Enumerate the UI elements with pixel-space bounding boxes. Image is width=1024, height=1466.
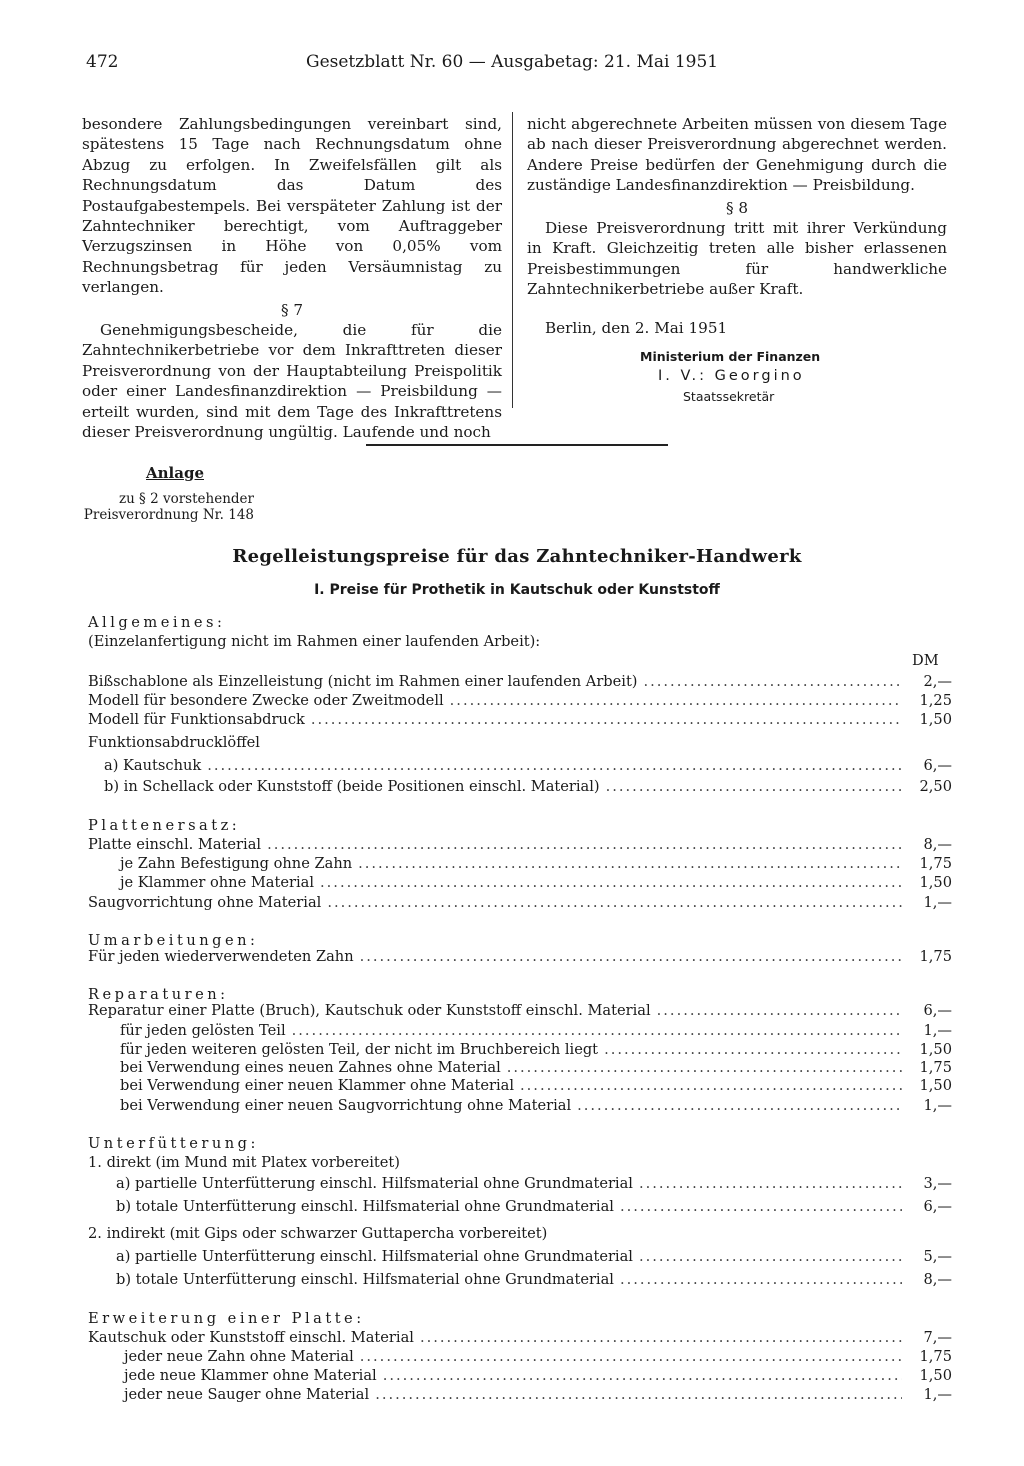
price-row	[124, 1386, 952, 1405]
signer-name: I. V.: Georgino	[658, 368, 805, 384]
annex-reference	[60, 491, 254, 523]
price-row	[120, 1077, 952, 1096]
price-label: bei Verwendung eines neuen Zahnes ohne Material	[120, 1059, 501, 1076]
section-8-heading: § 8	[725, 198, 749, 217]
price-row	[116, 1175, 952, 1194]
leader-dots	[639, 1175, 902, 1192]
leader-dots	[639, 1248, 902, 1265]
price-row	[116, 1271, 952, 1290]
price-row	[88, 673, 952, 692]
leader-dots	[644, 673, 903, 690]
price-value: 6,—	[923, 1198, 952, 1215]
price-row	[116, 1198, 952, 1217]
leader-dots	[267, 836, 902, 853]
price-label: a) partielle Unterfütterung einschl. Hilfsmaterial ohne Grundmaterial	[116, 1175, 633, 1192]
price-label: Platte einschl. Material	[88, 836, 262, 853]
price-label: je Zahn Befestigung ohne Zahn	[120, 855, 353, 872]
annex-label: Anlage	[146, 464, 204, 482]
price-value: 1,—	[923, 1022, 952, 1039]
price-value: 1,75	[919, 1348, 952, 1365]
price-value: 1,50	[919, 874, 952, 891]
heading-unterfuetterung: Unterfütterung:	[88, 1135, 259, 1152]
price-label: Modell für besondere Zwecke oder Zweitmodell	[88, 692, 444, 709]
price-label: b) totale Unterfütterung einschl. Hilfsmaterial ohne Grundmaterial	[116, 1271, 614, 1288]
leader-dots	[577, 1097, 902, 1114]
price-value: 2,50	[919, 778, 952, 795]
price-row	[88, 692, 952, 711]
heading-umarbeitungen: Umarbeitungen:	[88, 932, 259, 949]
price-value: 1,—	[923, 1386, 952, 1403]
price-value: 1,75	[919, 855, 952, 872]
price-row	[88, 948, 952, 967]
price-label: je Klammer ohne Material	[120, 874, 315, 891]
price-value: 1,50	[919, 1367, 952, 1384]
price-label: bei Verwendung einer neuen Klammer ohne Material	[120, 1077, 515, 1094]
price-value: 1,—	[923, 894, 952, 911]
heading-reparaturen: Reparaturen:	[88, 986, 229, 1003]
page-number: 472	[86, 52, 119, 72]
leader-dots	[507, 1059, 902, 1076]
ministry-name: Ministerium der Finanzen	[640, 349, 821, 364]
price-row	[104, 757, 952, 776]
price-row	[88, 894, 952, 913]
leader-dots	[450, 692, 902, 709]
leader-dots	[360, 948, 902, 965]
leader-dots	[620, 1271, 902, 1288]
price-label: für jeden gelösten Teil	[120, 1022, 286, 1039]
price-label: Für jeden wiederverwendeten Zahn	[88, 948, 354, 965]
price-row	[116, 1248, 952, 1267]
price-row	[104, 778, 952, 797]
leader-dots	[657, 1002, 902, 1019]
price-value: 1,50	[919, 711, 952, 728]
price-value: 1,75	[919, 1059, 952, 1076]
price-row	[120, 1059, 952, 1078]
leader-dots	[327, 894, 902, 911]
price-label: Bißschablone als Einzelleistung (nicht im Rahmen einer laufenden Arbeit)	[88, 673, 638, 690]
price-value: 1,75	[919, 948, 952, 965]
allgemeines-note: (Einzelanfertigung nicht im Rahmen einer laufenden Arbeit):	[88, 633, 541, 650]
price-label: a) partielle Unterfütterung einschl. Hilfsmaterial ohne Grundmaterial	[116, 1248, 633, 1265]
price-row	[88, 711, 952, 730]
price-label: a) Kautschuk	[104, 757, 202, 774]
price-label: bei Verwendung einer neuen Saugvorrichtung ohne Material	[120, 1097, 572, 1114]
price-value: 3,—	[923, 1175, 952, 1192]
annex-title: Regelleistungspreise für das Zahntechniker-Handwerk	[232, 546, 802, 567]
leader-dots	[420, 1329, 902, 1346]
leader-dots	[606, 778, 902, 795]
price-value: 2,—	[923, 673, 952, 690]
price-row	[88, 1002, 952, 1021]
price-row	[120, 1041, 952, 1060]
price-value: 1,25	[919, 692, 952, 709]
currency-label: DM	[912, 652, 939, 669]
leader-dots	[375, 1386, 902, 1403]
price-label: Saugvorrichtung ohne Material	[88, 894, 322, 911]
unterfuetterung-direct-label: 1. direkt (im Mund mit Platex vorbereitet)	[88, 1154, 400, 1171]
leader-dots	[520, 1077, 902, 1094]
leader-dots	[358, 855, 902, 872]
leader-dots	[604, 1041, 902, 1058]
leader-dots	[311, 711, 902, 728]
annex-subtitle: I. Preise für Prothetik in Kautschuk oder Kunststoff	[314, 582, 720, 598]
price-row	[88, 1329, 952, 1348]
price-row	[120, 1022, 952, 1041]
price-label: jeder neue Zahn ohne Material	[124, 1348, 354, 1365]
price-label: jede neue Klammer ohne Material	[124, 1367, 377, 1384]
column-divider	[512, 112, 513, 408]
place-date: Berlin, den 2. Mai 1951	[545, 319, 728, 337]
heading-plattenersatz: Plattenersatz:	[88, 817, 241, 834]
price-value: 8,—	[923, 836, 952, 853]
annex-ref-line1: zu § 2 vorstehender	[118, 491, 254, 507]
section-8-text: Diese Preisverordnung tritt mit ihrer Verkündung in Kraft. Gleichzeitig treten alle bisher erlassenen Preisbestimmungen für handwerkliche Zahntechnikerbetriebe außer Kraft.	[527, 219, 947, 299]
price-label: b) in Schellack oder Kunststoff (beide Positionen einschl. Material)	[104, 778, 600, 795]
price-row	[120, 1097, 952, 1116]
signer-role: Staatssekretär	[683, 389, 775, 404]
left-column	[82, 114, 502, 443]
heading-allgemeines: Allgemeines:	[88, 614, 226, 631]
price-label: Kautschuk oder Kunststoff einschl. Material	[88, 1329, 414, 1346]
price-row	[120, 855, 952, 874]
price-value: 6,—	[923, 1002, 952, 1019]
leader-dots	[383, 1367, 902, 1384]
gazette-header-title: Gesetzblatt Nr. 60 — Ausgabetag: 21. Mai 1951	[306, 52, 719, 72]
right-continuation-text: nicht abgerechnete Arbeiten müssen von diesem Tage ab nach dieser Preisverordnung abgerechnet werden. Andere Preise bedürfen der Genehmigung durch die zuständige Landesfinanzdirektion — Preisbildung.	[527, 115, 947, 195]
price-label: Modell für Funktionsabdruck	[88, 711, 305, 728]
leader-dots	[620, 1198, 902, 1215]
price-value: 7,—	[923, 1329, 952, 1346]
group-label-funktionsabdruckloeffel: Funktionsabdrucklöffel	[88, 734, 260, 751]
right-column	[527, 114, 947, 300]
leader-dots	[292, 1022, 902, 1039]
price-value: 1,50	[919, 1077, 952, 1094]
unterfuetterung-indirect-label: 2. indirekt (mit Gips oder schwarzer Guttapercha vorbereitet)	[88, 1225, 548, 1242]
price-row	[88, 836, 952, 855]
section-7-text: Genehmigungsbescheide, die für die Zahntechnikerbetriebe vor dem Inkrafttreten dieser Preisverordnung von der Hauptabteilung Preispolitik oder einer Landesfinanzdirektion — Preisbildung — erteilt wurden, sind mit dem Tage des Inkrafttretens dieser Preisverordnung ungültig. Laufende und noch	[82, 321, 502, 442]
price-value: 1,—	[923, 1097, 952, 1114]
leader-dots	[360, 1348, 902, 1365]
price-row	[124, 1367, 952, 1386]
section-7-heading: § 7	[280, 300, 304, 319]
section-divider-rule	[366, 444, 668, 446]
price-row	[120, 874, 952, 893]
price-label: b) totale Unterfütterung einschl. Hilfsmaterial ohne Grundmaterial	[116, 1198, 614, 1215]
price-label: jeder neue Sauger ohne Material	[124, 1386, 370, 1403]
left-intro-text: besondere Zahlungsbedingungen vereinbart sind, spätestens 15 Tage nach Rechnungsdatum ohne Abzug zu erfolgen. In Zweifelsfällen gilt als Rechnungsdatum das Datum des Postaufgabestempels. Bei verspäteter Zahlung ist der Zahntechniker berechtigt, vom Auftraggeber Verzugszinsen in Höhe von 0,05% vom Rechnungsbetrag für jeden Versäumnistag zu verlangen.	[82, 115, 502, 297]
heading-erweiterung: Erweiterung einer Platte:	[88, 1310, 365, 1327]
price-value: 6,—	[923, 757, 952, 774]
leader-dots	[207, 757, 902, 774]
price-value: 5,—	[923, 1248, 952, 1265]
price-label: Reparatur einer Platte (Bruch), Kautschuk oder Kunststoff einschl. Material	[88, 1002, 651, 1019]
leader-dots	[320, 874, 902, 891]
annex-ref-line2: Preisverordnung Nr. 148	[83, 507, 254, 523]
price-row	[124, 1348, 952, 1367]
price-label: für jeden weiteren gelösten Teil, der nicht im Bruchbereich liegt	[120, 1041, 599, 1058]
price-value: 8,—	[923, 1271, 952, 1288]
price-value: 1,50	[919, 1041, 952, 1058]
